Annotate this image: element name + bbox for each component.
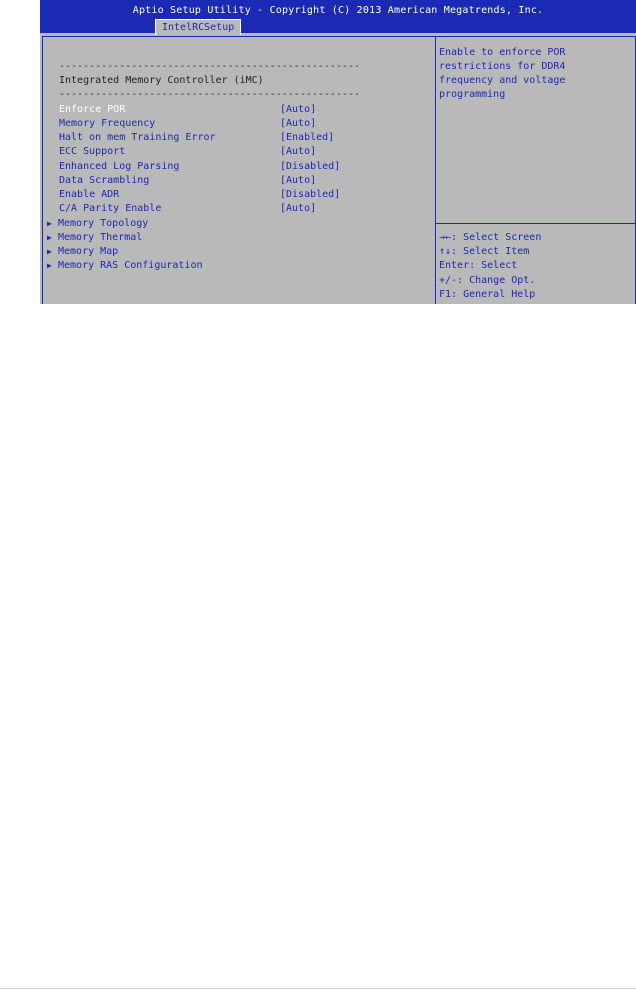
submenu-label: Memory Topology: [58, 218, 149, 229]
submenu-arrow-icon: ▶: [47, 233, 52, 242]
hint-select-screen: →←: Select Screen: [439, 232, 542, 243]
value-enforce-por[interactable]: [Auto]: [280, 104, 317, 115]
value-memory-frequency[interactable]: [Auto]: [280, 118, 317, 129]
help-divider: [436, 223, 635, 224]
value-halt-on-mem-training-error[interactable]: [Enabled]: [280, 132, 335, 143]
submenu-label: Memory Thermal: [58, 232, 143, 243]
title-bar: [40, 0, 636, 33]
value-ca-parity-enable[interactable]: [Auto]: [280, 203, 317, 214]
submenu-label: Memory Map: [58, 246, 119, 257]
value-enable-adr[interactable]: [Disabled]: [280, 189, 341, 200]
submenu-memory-ras-configuration[interactable]: [47, 260, 203, 272]
value-ecc-support[interactable]: [Auto]: [280, 146, 317, 157]
help-line: restrictions for DDR4: [439, 61, 566, 72]
hint-select-item: ↑↓: Select Item: [439, 246, 530, 257]
value-data-scrambling[interactable]: [Auto]: [280, 175, 317, 186]
main-panel: [42, 36, 436, 304]
submenu-memory-map[interactable]: [47, 246, 118, 258]
option-enforce-por[interactable]: Enforce POR: [59, 104, 126, 115]
app-title: Aptio Setup Utility - Copyright (C) 2013 American Megatrends, Inc.: [132, 5, 544, 16]
value-enhanced-log-parsing[interactable]: [Disabled]: [280, 161, 341, 172]
help-panel: [435, 36, 636, 304]
page-footer-rule: [0, 988, 636, 989]
hint-general-help: F1: General Help: [439, 289, 536, 300]
option-enhanced-log-parsing[interactable]: Enhanced Log Parsing: [59, 161, 180, 172]
help-line: Enable to enforce POR: [439, 47, 566, 58]
section-heading: Integrated Memory Controller (iMC): [59, 75, 264, 86]
option-data-scrambling[interactable]: Data Scrambling: [59, 175, 150, 186]
option-ecc-support[interactable]: ECC Support: [59, 146, 126, 157]
submenu-arrow-icon: ▶: [47, 219, 52, 228]
hint-enter-select: Enter: Select: [439, 260, 518, 271]
submenu-memory-topology[interactable]: [47, 218, 148, 230]
option-halt-on-mem-training-error[interactable]: Halt on mem Training Error: [59, 132, 216, 143]
submenu-memory-thermal[interactable]: [47, 232, 142, 244]
separator-top: --------------------------------------------------: [59, 61, 361, 72]
help-line: frequency and voltage: [439, 75, 566, 86]
option-enable-adr[interactable]: Enable ADR: [59, 189, 120, 200]
bios-setup-screen: [40, 0, 636, 304]
option-ca-parity-enable[interactable]: C/A Parity Enable: [59, 203, 162, 214]
submenu-arrow-icon: ▶: [47, 247, 52, 256]
separator-bottom: --------------------------------------------------: [59, 89, 361, 100]
help-line: programming: [439, 89, 506, 100]
option-memory-frequency[interactable]: Memory Frequency: [59, 118, 156, 129]
submenu-label: Memory RAS Configuration: [58, 260, 203, 271]
submenu-arrow-icon: ▶: [47, 261, 52, 270]
tab-intelrcsetup[interactable]: IntelRCSetup: [155, 19, 241, 35]
hint-change-opt: +/-: Change Opt.: [439, 275, 536, 286]
